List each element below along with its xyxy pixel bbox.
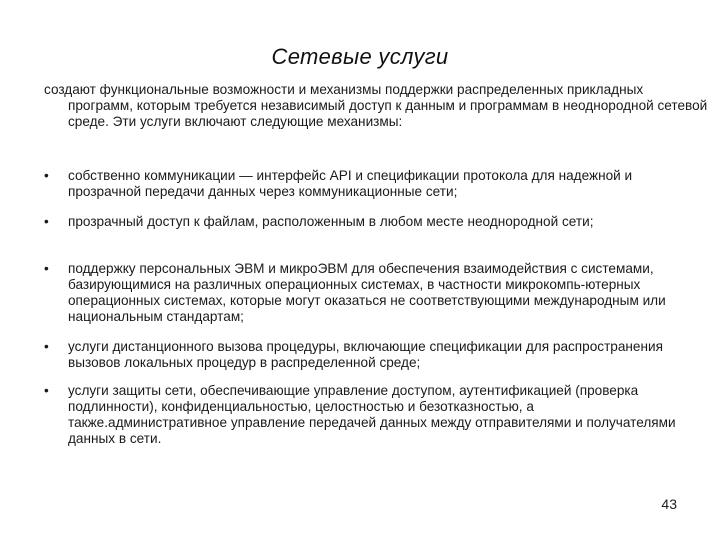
page-number: 43 [661,496,677,512]
bullet-item-security [44,383,684,447]
bullet-text: услуги дистанционного вызова процедуры, включающие спецификации для распространения вызовов локальных процедур в распределенной среде; [68,339,663,370]
intro-paragraph: создают функциональные возможности и механизмы поддержки распределенных прикладных программ, которым требуется независимый доступ к данным и программам в неоднородной сетевой среде. Эти услуги включают следующие механизмы: [44,82,708,129]
bullet-marker: • [44,339,49,354]
bullet-text: собственно коммуникации — интерфейс API и спецификации протокола для надежной и прозрачной передачи данных через коммуникационные сети; [68,168,633,199]
slide-title: Сетевые услуги [271,44,449,69]
bullet-marker: • [44,261,49,276]
bullet-text: услуги защиты сети, обеспечивающие управление доступом, аутентификацией (проверка подлинности), конфиденциальностью, целостностью и безотказностью, а также.административное управление передачей данных между отправителями и получателями данных в сети. [68,383,676,446]
bullet-item-rpc [44,339,684,371]
bullet-marker: • [44,214,49,229]
bullet-marker: • [44,168,49,183]
bullet-text: поддержку персональных ЭВМ и микроЭВМ для обеспечения взаимодействия с системами, базирующимися на различных операционных системах, в частности микрокомпь-ютерных операционных системах, которые могут оказаться не соответствующими международным или национальным стандартам; [68,261,666,324]
bullet-text: прозрачный доступ к файлам, расположенным в любом месте неоднородной сети; [68,214,594,229]
bullet-marker: • [44,383,49,398]
bullet-item-file-access [44,214,684,230]
bullet-item-pc-support [44,261,684,325]
bullet-item-communications [44,168,684,200]
